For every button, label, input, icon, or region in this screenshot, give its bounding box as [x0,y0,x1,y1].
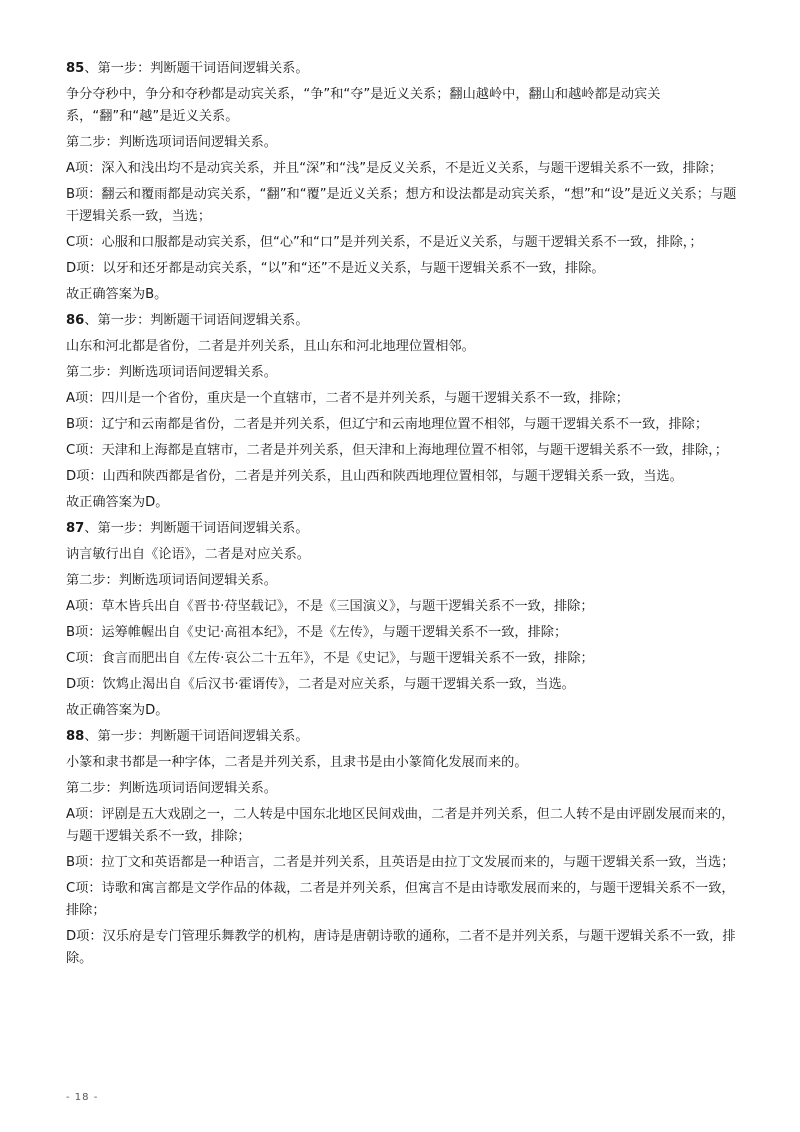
q88-heading [66,726,738,748]
q85-heading [66,58,738,80]
q85-stem: 争分夺秒中，争分和夺秒都是动宾关系，“争”和“夺”是近义关系；翻山越岭中，翻山和越岭都是动宾关系，“翻”和“越”是近义关系。 [66,87,661,124]
q88-step1: 、第一步：判断题干词语间逻辑关系。 [84,729,309,744]
q88-option-a: A项：评剧是五大戏剧之一，二人转是中国东北地区民间戏曲，二者是并列关系，但二人转不是由评剧发展而来的，与题干逻辑关系不一致，排除； [66,807,735,844]
q85-option-b: B项：翻云和覆雨都是动宾关系，“翻”和“覆”是近义关系；想方和设法都是动宾关系，“想”和“设”是近义关系；与题干逻辑关系一致，当选； [66,187,737,224]
q85-option-c: C项：心服和口服都是动宾关系，但“心”和“口”是并列关系，不是近义关系，与题干逻辑关系不一致，排除，； [66,235,703,250]
q87-number: 87 [66,521,85,536]
q87-answer: 故正确答案为D。 [66,703,169,718]
q88-option-c: C项：诗歌和寓言都是文学作品的体裁，二者是并列关系，但寓言不是由诗歌发展而来的，与题干逻辑关系不一致，排除； [66,881,735,918]
q87-stem: 讷言敏行出自《论语》，二者是对应关系。 [66,547,310,562]
q85-number: 85 [66,61,85,76]
q87-step2: 第二步：判断选项词语间逻辑关系。 [66,573,277,588]
q86-step2: 第二步：判断选项词语间逻辑关系。 [66,365,277,380]
q86-option-d: D项：山西和陕西都是省份，二者是并列关系，且山西和陕西地理位置相邻，与题干逻辑关系一致，当选。 [66,469,683,484]
q88-stem: 小篆和隶书都是一种字体，二者是并列关系，且隶书是由小篆简化发展而来的。 [66,755,528,770]
q85-step2: 第二步：判断选项词语间逻辑关系。 [66,135,277,150]
q85-step1: 、第一步：判断题干词语间逻辑关系。 [84,61,309,76]
q87-option-c: C项：食言而肥出自《左传·哀公二十五年》，不是《史记》，与题干逻辑关系不一致，排除； [66,651,594,666]
q88-option-b: B项：拉丁文和英语都是一种语言，二者是并列关系，且英语是由拉丁文发展而来的，与题干逻辑关系一致，当选； [66,855,735,870]
q86-step1: 、第一步：判断题干词语间逻辑关系。 [84,313,309,328]
q87-option-b: B项：运筹帷幄出自《史记·高祖本纪》，不是《左传》，与题干逻辑关系不一致，排除； [66,625,568,640]
q86-stem: 山东和河北都是省份，二者是并列关系，且山东和河北地理位置相邻。 [66,339,475,354]
q85-answer: 故正确答案为B。 [66,287,168,302]
q88-number: 88 [66,729,85,744]
q86-option-c: C项：天津和上海都是直辖市，二者是并列关系，但天津和上海地理位置不相邻，与题干逻辑关系不一致，排除，； [66,443,728,458]
q85-option-d: D项：以牙和还牙都是动宾关系，“以”和“还”不是近义关系，与题干逻辑关系不一致，排除。 [66,261,605,276]
q85-option-a: A项：深入和浅出均不是动宾关系，并且“深”和“浅”是反义关系，不是近义关系，与题干逻辑关系不一致，排除； [66,161,723,176]
q88-step2: 第二步：判断选项词语间逻辑关系。 [66,781,277,796]
q87-heading [66,518,738,540]
q86-number: 86 [66,313,85,328]
q86-heading [66,310,738,332]
q86-option-b: B项：辽宁和云南都是省份，二者是并列关系，但辽宁和云南地理位置不相邻，与题干逻辑关系不一致，排除； [66,417,709,432]
q86-option-a: A项：四川是一个省份，重庆是一个直辖市，二者不是并列关系，与题干逻辑关系不一致，排除； [66,391,629,406]
q87-step1: 、第一步：判断题干词语间逻辑关系。 [84,521,309,536]
q86-answer: 故正确答案为D。 [66,495,169,510]
q88-option-d: D项：汉乐府是专门管理乐舞教学的机构，唐诗是唐朝诗歌的通称，二者不是并列关系，与题干逻辑关系不一致，排除。 [66,929,736,966]
page-content [66,58,738,974]
q87-option-d: D项：饮鸩止渴出自《后汉书·霍谞传》，二者是对应关系，与题干逻辑关系一致，当选。 [66,677,575,692]
q87-option-a: A项：草木皆兵出自《晋书·苻坚载记》，不是《三国演义》，与题干逻辑关系不一致，排除； [66,599,594,614]
page-number: - 18 - [66,1092,99,1103]
